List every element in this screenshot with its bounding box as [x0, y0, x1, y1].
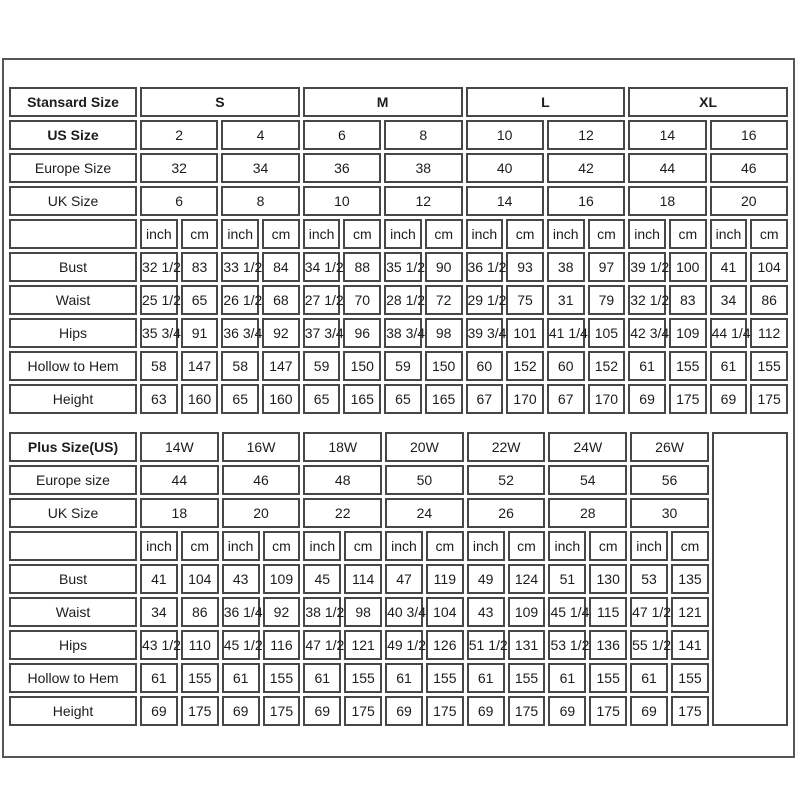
measurement-inch-cell: 34	[140, 597, 178, 627]
measurement-cm-cell: 175	[508, 696, 546, 726]
measurement-inch-cell: 38	[547, 252, 585, 282]
size-value-cell: 44	[628, 153, 706, 183]
measurement-cm-cell: 109	[508, 597, 546, 627]
size-group-header-cell: 26W	[630, 432, 709, 462]
size-value-cell: 18	[628, 186, 706, 216]
measurement-cm-cell: 97	[588, 252, 626, 282]
unit-header-cm-cell: cm	[588, 219, 626, 249]
measurement-inch-cell: 60	[547, 351, 585, 381]
measurement-cm-cell: 130	[589, 564, 627, 594]
measurement-cm-cell: 155	[426, 663, 464, 693]
unit-header-cm-cell: cm	[426, 531, 464, 561]
size-value-cell: 2	[140, 120, 218, 150]
measurement-inch-cell: 42 3/4	[628, 318, 666, 348]
measurement-inch-cell: 36 3/4	[221, 318, 259, 348]
measurement-row-label: Hips	[9, 630, 137, 660]
measurement-cm-cell: 131	[508, 630, 546, 660]
unit-header-inch-cell: inch	[467, 531, 505, 561]
measurement-inch-cell: 32 1/2	[140, 252, 178, 282]
unit-header-cm-cell: cm	[669, 219, 707, 249]
measurement-cm-cell: 175	[344, 696, 382, 726]
unit-header-cm-cell: cm	[181, 219, 219, 249]
measurement-cm-cell: 114	[344, 564, 382, 594]
measurement-cm-cell: 104	[181, 564, 219, 594]
size-chart-frame	[2, 58, 795, 758]
measurement-inch-cell: 33 1/2	[221, 252, 259, 282]
measurement-cm-cell: 91	[181, 318, 219, 348]
measurement-inch-cell: 69	[140, 696, 178, 726]
size-value-cell: 54	[548, 465, 627, 495]
measurement-cm-cell: 147	[181, 351, 219, 381]
measurement-cm-cell: 175	[263, 696, 301, 726]
measurement-inch-cell: 35 1/2	[384, 252, 422, 282]
size-value-cell: 36	[303, 153, 381, 183]
measurement-inch-cell: 36 1/4	[222, 597, 260, 627]
unit-header-inch-cell: inch	[548, 531, 586, 561]
measurement-cm-cell: 100	[669, 252, 707, 282]
unit-header-inch-cell: inch	[221, 219, 259, 249]
measurement-inch-cell: 51	[548, 564, 586, 594]
measurement-inch-cell: 51 1/2	[467, 630, 505, 660]
measurement-row-label: Hollow to Hem	[9, 663, 137, 693]
measurement-cm-cell: 175	[671, 696, 709, 726]
size-value-cell: 28	[548, 498, 627, 528]
measurement-row-label: Waist	[9, 285, 137, 315]
size-value-cell: 50	[385, 465, 464, 495]
size-value-cell: 8	[384, 120, 462, 150]
measurement-inch-cell: 61	[140, 663, 178, 693]
measurement-cm-cell: 109	[669, 318, 707, 348]
size-row-label: Europe Size	[9, 153, 137, 183]
measurement-cm-cell: 110	[181, 630, 219, 660]
measurement-cm-cell: 86	[181, 597, 219, 627]
measurement-row-label: Hollow to Hem	[9, 351, 137, 381]
size-value-cell: 40	[466, 153, 544, 183]
size-value-cell: 16	[547, 186, 625, 216]
measurement-cm-cell: 155	[669, 351, 707, 381]
measurement-cm-cell: 150	[425, 351, 463, 381]
measurement-inch-cell: 61	[385, 663, 423, 693]
unit-row-spacer-cell	[9, 531, 137, 561]
measurement-inch-cell: 41	[140, 564, 178, 594]
measurement-cm-cell: 135	[671, 564, 709, 594]
measurement-inch-cell: 63	[140, 384, 178, 414]
measurement-inch-cell: 59	[303, 351, 341, 381]
measurement-inch-cell: 27 1/2	[303, 285, 341, 315]
measurement-inch-cell: 69	[385, 696, 423, 726]
measurement-inch-cell: 47 1/2	[303, 630, 341, 660]
measurement-inch-cell: 67	[547, 384, 585, 414]
unit-header-inch-cell: inch	[140, 219, 178, 249]
measurement-inch-cell: 69	[630, 696, 668, 726]
unit-header-inch-cell: inch	[222, 531, 260, 561]
measurement-row-label: Bust	[9, 252, 137, 282]
size-group-header-cell: 24W	[548, 432, 627, 462]
measurement-inch-cell: 61	[628, 351, 666, 381]
measurement-inch-cell: 61	[467, 663, 505, 693]
measurement-inch-cell: 43	[467, 597, 505, 627]
measurement-inch-cell: 61	[548, 663, 586, 693]
measurement-inch-cell: 47	[385, 564, 423, 594]
size-value-cell: 32	[140, 153, 218, 183]
measurement-cm-cell: 150	[343, 351, 381, 381]
measurement-inch-cell: 69	[548, 696, 586, 726]
size-value-cell: 4	[221, 120, 299, 150]
unit-header-inch-cell: inch	[466, 219, 504, 249]
measurement-inch-cell: 38 1/2	[303, 597, 341, 627]
empty-merged-cell	[712, 432, 788, 726]
size-group-header-cell: 16W	[222, 432, 301, 462]
measurement-row-label: Waist	[9, 597, 137, 627]
measurement-inch-cell: 49	[467, 564, 505, 594]
measurement-cm-cell: 165	[343, 384, 381, 414]
size-group-header-cell: 14W	[140, 432, 219, 462]
measurement-cm-cell: 155	[750, 351, 788, 381]
measurement-inch-cell: 28 1/2	[384, 285, 422, 315]
measurement-cm-cell: 155	[263, 663, 301, 693]
measurement-inch-cell: 45 1/2	[222, 630, 260, 660]
measurement-cm-cell: 175	[750, 384, 788, 414]
measurement-inch-cell: 35 3/4	[140, 318, 178, 348]
measurement-inch-cell: 61	[303, 663, 341, 693]
unit-header-cm-cell: cm	[425, 219, 463, 249]
measurement-cm-cell: 155	[508, 663, 546, 693]
measurement-inch-cell: 31	[547, 285, 585, 315]
measurement-cm-cell: 92	[262, 318, 300, 348]
measurement-inch-cell: 34	[710, 285, 748, 315]
measurement-cm-cell: 165	[425, 384, 463, 414]
plus-size-table	[6, 429, 791, 729]
measurement-inch-cell: 69	[467, 696, 505, 726]
measurement-cm-cell: 93	[506, 252, 544, 282]
measurement-cm-cell: 152	[506, 351, 544, 381]
measurement-inch-cell: 61	[710, 351, 748, 381]
measurement-cm-cell: 109	[263, 564, 301, 594]
size-value-cell: 52	[467, 465, 546, 495]
size-row-label: US Size	[9, 120, 137, 150]
measurement-inch-cell: 44 1/4	[710, 318, 748, 348]
size-value-cell: 10	[466, 120, 544, 150]
measurement-cm-cell: 96	[343, 318, 381, 348]
measurement-inch-cell: 26 1/2	[221, 285, 259, 315]
measurement-cm-cell: 119	[426, 564, 464, 594]
measurement-inch-cell: 43	[222, 564, 260, 594]
unit-header-cm-cell: cm	[262, 219, 300, 249]
measurement-inch-cell: 55 1/2	[630, 630, 668, 660]
measurement-cm-cell: 152	[588, 351, 626, 381]
measurement-cm-cell: 175	[669, 384, 707, 414]
size-value-cell: 20	[710, 186, 788, 216]
measurement-inch-cell: 61	[630, 663, 668, 693]
measurement-cm-cell: 104	[750, 252, 788, 282]
size-value-cell: 42	[547, 153, 625, 183]
measurement-cm-cell: 70	[343, 285, 381, 315]
size-value-cell: 48	[303, 465, 382, 495]
unit-header-cm-cell: cm	[671, 531, 709, 561]
unit-header-cm-cell: cm	[508, 531, 546, 561]
measurement-inch-cell: 69	[628, 384, 666, 414]
measurement-cm-cell: 90	[425, 252, 463, 282]
unit-header-inch-cell: inch	[303, 219, 341, 249]
measurement-cm-cell: 98	[425, 318, 463, 348]
size-group-header-cell: XL	[628, 87, 788, 117]
size-group-header-cell: L	[466, 87, 626, 117]
measurement-cm-cell: 155	[671, 663, 709, 693]
measurement-inch-cell: 43 1/2	[140, 630, 178, 660]
size-value-cell: 56	[630, 465, 709, 495]
measurement-inch-cell: 60	[466, 351, 504, 381]
measurement-cm-cell: 104	[426, 597, 464, 627]
size-value-cell: 46	[222, 465, 301, 495]
unit-header-inch-cell: inch	[710, 219, 748, 249]
size-value-cell: 8	[221, 186, 299, 216]
measurement-inch-cell: 65	[384, 384, 422, 414]
unit-header-cm-cell: cm	[506, 219, 544, 249]
measurement-inch-cell: 65	[303, 384, 341, 414]
measurement-inch-cell: 37 3/4	[303, 318, 341, 348]
table-title-cell: Stansard Size	[9, 87, 137, 117]
measurement-cm-cell: 101	[506, 318, 544, 348]
measurement-inch-cell: 69	[222, 696, 260, 726]
size-value-cell: 14	[466, 186, 544, 216]
measurement-row-label: Height	[9, 384, 137, 414]
measurement-inch-cell: 49 1/2	[385, 630, 423, 660]
unit-header-inch-cell: inch	[385, 531, 423, 561]
measurement-cm-cell: 115	[589, 597, 627, 627]
measurement-inch-cell: 58	[140, 351, 178, 381]
measurement-cm-cell: 124	[508, 564, 546, 594]
size-value-cell: 30	[630, 498, 709, 528]
measurement-cm-cell: 141	[671, 630, 709, 660]
measurement-inch-cell: 53 1/2	[548, 630, 586, 660]
measurement-cm-cell: 88	[343, 252, 381, 282]
size-value-cell: 6	[140, 186, 218, 216]
measurement-cm-cell: 160	[181, 384, 219, 414]
measurement-inch-cell: 69	[710, 384, 748, 414]
unit-header-inch-cell: inch	[630, 531, 668, 561]
measurement-cm-cell: 147	[262, 351, 300, 381]
unit-row-spacer-cell	[9, 219, 137, 249]
size-group-header-cell: 18W	[303, 432, 382, 462]
measurement-inch-cell: 53	[630, 564, 668, 594]
measurement-inch-cell: 34 1/2	[303, 252, 341, 282]
measurement-cm-cell: 79	[588, 285, 626, 315]
measurement-cm-cell: 175	[589, 696, 627, 726]
measurement-inch-cell: 41 1/4	[547, 318, 585, 348]
measurement-cm-cell: 175	[426, 696, 464, 726]
measurement-cm-cell: 72	[425, 285, 463, 315]
measurement-cm-cell: 84	[262, 252, 300, 282]
measurement-row-label: Height	[9, 696, 137, 726]
size-group-header-cell: 22W	[467, 432, 546, 462]
measurement-cm-cell: 170	[506, 384, 544, 414]
measurement-inch-cell: 67	[466, 384, 504, 414]
measurement-cm-cell: 160	[262, 384, 300, 414]
measurement-cm-cell: 170	[588, 384, 626, 414]
measurement-inch-cell: 58	[221, 351, 259, 381]
measurement-cm-cell: 68	[262, 285, 300, 315]
measurement-cm-cell: 65	[181, 285, 219, 315]
measurement-cm-cell: 121	[344, 630, 382, 660]
measurement-cm-cell: 105	[588, 318, 626, 348]
measurement-inch-cell: 38 3/4	[384, 318, 422, 348]
measurement-inch-cell: 40 3/4	[385, 597, 423, 627]
size-value-cell: 34	[221, 153, 299, 183]
unit-header-cm-cell: cm	[263, 531, 301, 561]
standard-size-table	[6, 84, 791, 417]
measurement-cm-cell: 83	[669, 285, 707, 315]
measurement-cm-cell: 155	[589, 663, 627, 693]
size-group-header-cell: M	[303, 87, 463, 117]
size-value-cell: 24	[385, 498, 464, 528]
measurement-cm-cell: 136	[589, 630, 627, 660]
measurement-cm-cell: 121	[671, 597, 709, 627]
size-value-cell: 38	[384, 153, 462, 183]
size-value-cell: 12	[547, 120, 625, 150]
measurement-inch-cell: 25 1/2	[140, 285, 178, 315]
measurement-inch-cell: 41	[710, 252, 748, 282]
size-group-header-cell: 20W	[385, 432, 464, 462]
measurement-cm-cell: 75	[506, 285, 544, 315]
unit-header-inch-cell: inch	[303, 531, 341, 561]
size-value-cell: 18	[140, 498, 219, 528]
unit-header-cm-cell: cm	[181, 531, 219, 561]
unit-header-inch-cell: inch	[547, 219, 585, 249]
size-value-cell: 44	[140, 465, 219, 495]
measurement-inch-cell: 29 1/2	[466, 285, 504, 315]
measurement-inch-cell: 59	[384, 351, 422, 381]
measurement-cm-cell: 155	[344, 663, 382, 693]
measurement-inch-cell: 65	[221, 384, 259, 414]
measurement-cm-cell: 83	[181, 252, 219, 282]
unit-header-cm-cell: cm	[344, 531, 382, 561]
measurement-cm-cell: 98	[344, 597, 382, 627]
measurement-cm-cell: 175	[181, 696, 219, 726]
measurement-row-label: Bust	[9, 564, 137, 594]
size-value-cell: 10	[303, 186, 381, 216]
measurement-cm-cell: 112	[750, 318, 788, 348]
size-value-cell: 6	[303, 120, 381, 150]
size-row-label: UK Size	[9, 498, 137, 528]
measurement-inch-cell: 47 1/2	[630, 597, 668, 627]
unit-header-inch-cell: inch	[140, 531, 178, 561]
size-value-cell: 20	[222, 498, 301, 528]
size-value-cell: 22	[303, 498, 382, 528]
measurement-cm-cell: 116	[263, 630, 301, 660]
measurement-cm-cell: 86	[750, 285, 788, 315]
size-value-cell: 46	[710, 153, 788, 183]
measurement-inch-cell: 69	[303, 696, 341, 726]
size-value-cell: 12	[384, 186, 462, 216]
measurement-cm-cell: 126	[426, 630, 464, 660]
measurement-cm-cell: 155	[181, 663, 219, 693]
size-row-label: UK Size	[9, 186, 137, 216]
measurement-inch-cell: 45 1/4	[548, 597, 586, 627]
measurement-inch-cell: 36 1/2	[466, 252, 504, 282]
measurement-inch-cell: 39 3/4	[466, 318, 504, 348]
measurement-row-label: Hips	[9, 318, 137, 348]
measurement-cm-cell: 92	[263, 597, 301, 627]
measurement-inch-cell: 32 1/2	[628, 285, 666, 315]
measurement-inch-cell: 39 1/2	[628, 252, 666, 282]
unit-header-cm-cell: cm	[589, 531, 627, 561]
unit-header-cm-cell: cm	[343, 219, 381, 249]
size-value-cell: 14	[628, 120, 706, 150]
table-title-cell: Plus Size(US)	[9, 432, 137, 462]
unit-header-inch-cell: inch	[384, 219, 422, 249]
size-group-header-cell: S	[140, 87, 300, 117]
measurement-inch-cell: 45	[303, 564, 341, 594]
unit-header-cm-cell: cm	[750, 219, 788, 249]
size-row-label: Europe size	[9, 465, 137, 495]
unit-header-inch-cell: inch	[628, 219, 666, 249]
measurement-inch-cell: 61	[222, 663, 260, 693]
size-value-cell: 16	[710, 120, 788, 150]
size-value-cell: 26	[467, 498, 546, 528]
